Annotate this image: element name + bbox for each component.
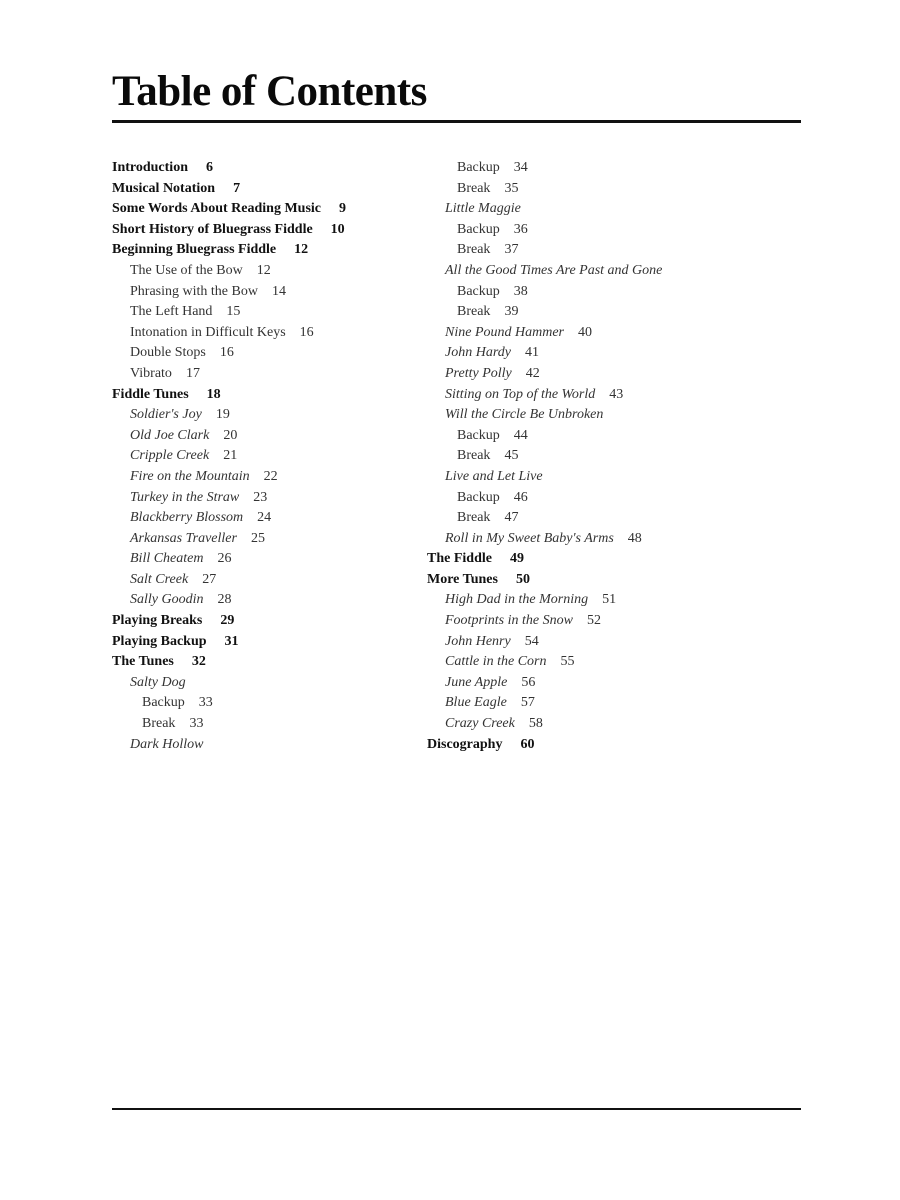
toc-entry-title: Intonation in Difficult Keys	[130, 324, 286, 340]
toc-entry	[112, 282, 346, 303]
toc-entry	[427, 467, 662, 488]
toc-entry-page-number: 35	[504, 180, 519, 196]
toc-column-right	[427, 158, 662, 755]
toc-entry	[427, 426, 662, 447]
toc-entry-page-number: 37	[504, 242, 519, 258]
toc-entry-page-number: 45	[504, 448, 519, 464]
toc-entry-page-number: 48	[627, 530, 642, 546]
toc-entry-title: Crazy Creek	[445, 716, 515, 732]
toc-entry	[112, 632, 346, 653]
toc-entry-title: John Henry	[445, 633, 511, 649]
toc-entry-page-number: 16	[219, 345, 234, 361]
toc-entry	[112, 735, 346, 756]
toc-entry-page-number: 12	[256, 262, 271, 278]
toc-entry-page-number: 15	[226, 304, 241, 320]
top-rule	[112, 120, 801, 123]
toc-entry	[112, 364, 346, 385]
toc-entry-title: Little Maggie	[445, 201, 521, 217]
toc-entry-title: Backup	[457, 489, 500, 505]
toc-entry	[427, 343, 662, 364]
toc-entry-page-number: 32	[191, 654, 206, 670]
toc-entry-page-number: 51	[602, 592, 617, 608]
toc-entry-title: The Tunes	[112, 654, 174, 670]
toc-entry	[427, 673, 662, 694]
toc-entry-page-number: 50	[515, 571, 530, 587]
toc-entry-page-number: 22	[263, 468, 278, 484]
toc-entry	[112, 199, 346, 220]
toc-entry	[427, 220, 662, 241]
toc-entry	[112, 714, 346, 735]
toc-entry-title: Vibrato	[130, 365, 172, 381]
toc-entry	[112, 549, 346, 570]
toc-entry	[427, 179, 662, 200]
toc-entry-title: Soldier's Joy	[130, 407, 202, 423]
toc-entry-page-number: 21	[223, 448, 238, 464]
toc-entry-page-number: 58	[528, 716, 543, 732]
toc-entry-page-number: 41	[524, 345, 539, 361]
toc-entry-page-number: 26	[217, 551, 232, 567]
toc-entry-title: Phrasing with the Bow	[130, 283, 258, 299]
toc-entry	[112, 385, 346, 406]
toc-entry-title: Turkey in the Straw	[130, 489, 240, 505]
toc-entry-title: Short History of Bluegrass Fiddle	[112, 221, 313, 237]
toc-entry	[427, 302, 662, 323]
toc-entry	[112, 508, 346, 529]
toc-entry-page-number: 18	[206, 386, 221, 402]
toc-entry-page-number: 7	[233, 180, 241, 196]
toc-entry-title: Footprints in the Snow	[445, 613, 573, 629]
toc-entry	[112, 179, 346, 200]
toc-entry-page-number: 27	[202, 571, 217, 587]
toc-entry	[112, 652, 346, 673]
toc-entry	[427, 385, 662, 406]
toc-entry	[427, 529, 662, 550]
toc-entry-page-number: 42	[525, 365, 540, 381]
toc-entry-page-number: 44	[513, 427, 528, 443]
toc-entry-page-number: 46	[513, 489, 528, 505]
toc-entry-title: Blackberry Blossom	[130, 510, 244, 526]
toc-entry-title: John Hardy	[445, 345, 511, 361]
toc-entry	[427, 590, 662, 611]
toc-entry-title: Playing Breaks	[112, 613, 203, 629]
toc-entry-title: Bill Cheatem	[130, 551, 204, 567]
toc-entry	[427, 158, 662, 179]
toc-entry	[112, 158, 346, 179]
toc-entry-page-number: 25	[250, 530, 265, 546]
toc-entry	[427, 488, 662, 509]
toc-entry-title: Will the Circle Be Unbroken	[445, 407, 604, 423]
toc-entry-title: Arkansas Traveller	[130, 530, 237, 546]
toc-entry-title: Break	[457, 180, 491, 196]
toc-entry-page-number: 14	[271, 283, 286, 299]
toc-entry	[427, 508, 662, 529]
toc-entry-page-number: 23	[253, 489, 268, 505]
toc-entry-title: Salt Creek	[130, 571, 189, 587]
toc-entry-title: Backup	[142, 695, 185, 711]
toc-entry-title: The Fiddle	[427, 551, 492, 567]
toc-entry-page-number: 60	[520, 736, 535, 752]
toc-entry	[427, 714, 662, 735]
toc-entry-page-number: 17	[185, 365, 200, 381]
toc-entry-title: Backup	[457, 221, 500, 237]
toc-entry	[112, 323, 346, 344]
toc-entry	[427, 735, 662, 756]
toc-entry-page-number: 57	[520, 695, 535, 711]
toc-entry	[112, 343, 346, 364]
toc-entry-title: Break	[457, 242, 491, 258]
toc-entry-page-number: 34	[513, 160, 528, 175]
toc-column-left	[112, 158, 346, 755]
toc-entry-page-number: 49	[509, 551, 524, 567]
toc-entry-page-number: 6	[205, 160, 213, 175]
toc-entry-title: The Use of the Bow	[130, 262, 243, 278]
toc-entry-page-number: 33	[189, 716, 204, 732]
toc-entry	[112, 673, 346, 694]
toc-entry-page-number: 31	[224, 633, 239, 649]
toc-entry-title: Salty Dog	[130, 674, 186, 690]
toc-entry	[112, 693, 346, 714]
toc-entry-title: Blue Eagle	[445, 695, 507, 711]
toc-entry-title: Nine Pound Hammer	[445, 324, 564, 340]
toc-entry	[112, 488, 346, 509]
toc-entry	[112, 529, 346, 550]
toc-entry-title: Cripple Creek	[130, 448, 210, 464]
toc-entry	[112, 570, 346, 591]
toc-entry-page-number: 9	[339, 201, 346, 217]
toc-entry	[112, 590, 346, 611]
toc-entry-title: Double Stops	[130, 345, 206, 361]
toc-entry-title: June Apple	[445, 674, 508, 690]
toc-entry	[112, 261, 346, 282]
toc-entry-page-number: 28	[217, 592, 232, 608]
toc-entry-page-number: 10	[330, 221, 345, 237]
toc-entry-page-number: 52	[586, 613, 601, 629]
toc-entry-title: Backup	[457, 160, 500, 175]
bottom-rule	[112, 1108, 801, 1110]
toc-entry	[112, 220, 346, 241]
toc-entry-title: The Left Hand	[130, 304, 213, 320]
toc-entry-title: Backup	[457, 427, 500, 443]
page-title: Table of Contents	[112, 68, 427, 115]
toc-entry-title: Cattle in the Corn	[445, 654, 547, 670]
toc-entry	[427, 632, 662, 653]
toc-entry	[112, 611, 346, 632]
toc-entry-title: Break	[142, 716, 176, 732]
toc-entry-page-number: 43	[609, 386, 624, 402]
toc-entry-page-number: 39	[504, 304, 519, 320]
toc-entry-page-number: 29	[220, 613, 235, 629]
toc-entry	[427, 611, 662, 632]
toc-entry-page-number: 24	[257, 510, 272, 526]
toc-entry-page-number: 12	[294, 242, 309, 258]
toc-entry	[112, 405, 346, 426]
toc-entry	[427, 549, 662, 570]
toc-entry-title: High Dad in the Morning	[445, 592, 589, 608]
toc-entry	[427, 240, 662, 261]
toc-entry-title: Live and Let Live	[445, 468, 543, 484]
toc-entry-title: Backup	[457, 283, 500, 299]
toc-entry	[427, 652, 662, 673]
toc-entry-page-number: 55	[560, 654, 575, 670]
toc-entry	[427, 570, 662, 591]
toc-entry-title: Roll in My Sweet Baby's Arms	[445, 530, 614, 546]
toc-entry	[427, 405, 662, 426]
toc-entry-page-number: 20	[223, 427, 238, 443]
toc-entry	[112, 467, 346, 488]
toc-entry-title: All the Good Times Are Past and Gone	[445, 262, 663, 278]
toc-entry-title: More Tunes	[427, 571, 498, 587]
toc-entry	[427, 446, 662, 467]
toc-entry-title: Musical Notation	[112, 180, 216, 196]
toc-entry-title: Pretty Polly	[445, 365, 512, 381]
toc-entry-title: Introduction	[112, 160, 188, 175]
toc-entry-title: Fiddle Tunes	[112, 386, 189, 402]
toc-entry	[427, 282, 662, 303]
toc-entry	[427, 323, 662, 344]
toc-entry-page-number: 56	[521, 674, 536, 690]
toc-entry-title: Break	[457, 304, 491, 320]
toc-entry-title: Dark Hollow	[130, 736, 204, 752]
toc-entry-page-number: 33	[198, 695, 213, 711]
toc-entry-page-number: 36	[513, 221, 528, 237]
toc-entry	[427, 199, 662, 220]
toc-entry-page-number: 40	[578, 324, 592, 340]
toc-entry	[112, 302, 346, 323]
toc-entry-title: Break	[457, 510, 491, 526]
toc-entry-title: Fire on the Mountain	[130, 468, 250, 484]
toc-entry	[112, 240, 346, 261]
toc-entry-title: Discography	[427, 736, 503, 752]
toc-entry-title: Some Words About Reading Music	[112, 201, 321, 217]
toc-entry-page-number: 54	[524, 633, 539, 649]
toc-entry-title: Playing Backup	[112, 633, 207, 649]
toc-entry-title: Old Joe Clark	[130, 427, 210, 443]
toc-entry	[112, 446, 346, 467]
toc-entry-title: Break	[457, 448, 491, 464]
toc-entry-page-number: 19	[215, 407, 230, 423]
toc-entry	[427, 261, 662, 282]
toc-entry	[427, 364, 662, 385]
toc-entry-title: Sally Goodin	[130, 592, 204, 608]
toc-entry-page-number: 16	[299, 324, 314, 340]
toc-entry-page-number: 47	[504, 510, 519, 526]
toc-entry	[427, 693, 662, 714]
toc-entry-page-number: 38	[513, 283, 528, 299]
toc-entry	[112, 426, 346, 447]
toc-entry-title: Sitting on Top of the World	[445, 386, 596, 402]
toc-entry-title: Beginning Bluegrass Fiddle	[112, 242, 277, 258]
